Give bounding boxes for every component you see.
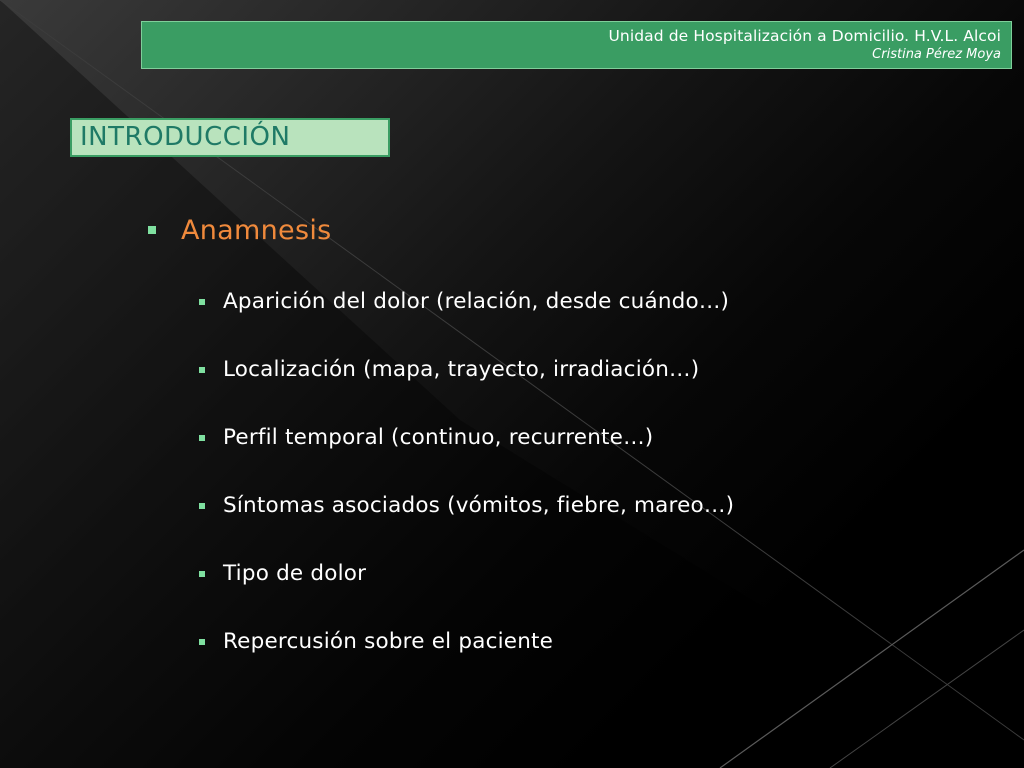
square-bullet-icon xyxy=(199,503,205,509)
header-author: Cristina Pérez Moya xyxy=(872,47,1001,62)
list-item-text: Síntomas asociados (vómitos, fiebre, mareo…) xyxy=(223,493,735,518)
list-item-text: Repercusión sobre el paciente xyxy=(223,629,554,654)
square-bullet-icon xyxy=(148,226,156,234)
main-bullet xyxy=(145,208,332,252)
list-item xyxy=(199,486,979,554)
list-item-text: Perfil temporal (continuo, recurrente…) xyxy=(223,425,654,450)
list-item xyxy=(199,418,979,486)
square-bullet-icon xyxy=(199,571,205,577)
list-item xyxy=(199,554,979,622)
header-title: Unidad de Hospitalización a Domicilio. H.V.L. Alcoi xyxy=(608,27,1001,45)
header-bar xyxy=(141,21,1012,69)
list-item-text: Localización (mapa, trayecto, irradiación…) xyxy=(223,357,700,382)
square-bullet-icon xyxy=(199,639,205,645)
list-item xyxy=(199,350,979,418)
square-bullet-icon xyxy=(199,299,205,305)
square-bullet-icon xyxy=(199,435,205,441)
section-title: INTRODUCCIÓN xyxy=(70,118,390,157)
list-item-text: Tipo de dolor xyxy=(223,561,367,586)
list-item xyxy=(199,282,979,350)
list-item-text: Aparición del dolor (relación, desde cuándo…) xyxy=(223,289,730,314)
square-bullet-icon xyxy=(199,367,205,373)
list-item xyxy=(199,622,979,690)
sub-bullet-list xyxy=(199,282,979,690)
bullet-heading: Anamnesis xyxy=(181,214,332,246)
